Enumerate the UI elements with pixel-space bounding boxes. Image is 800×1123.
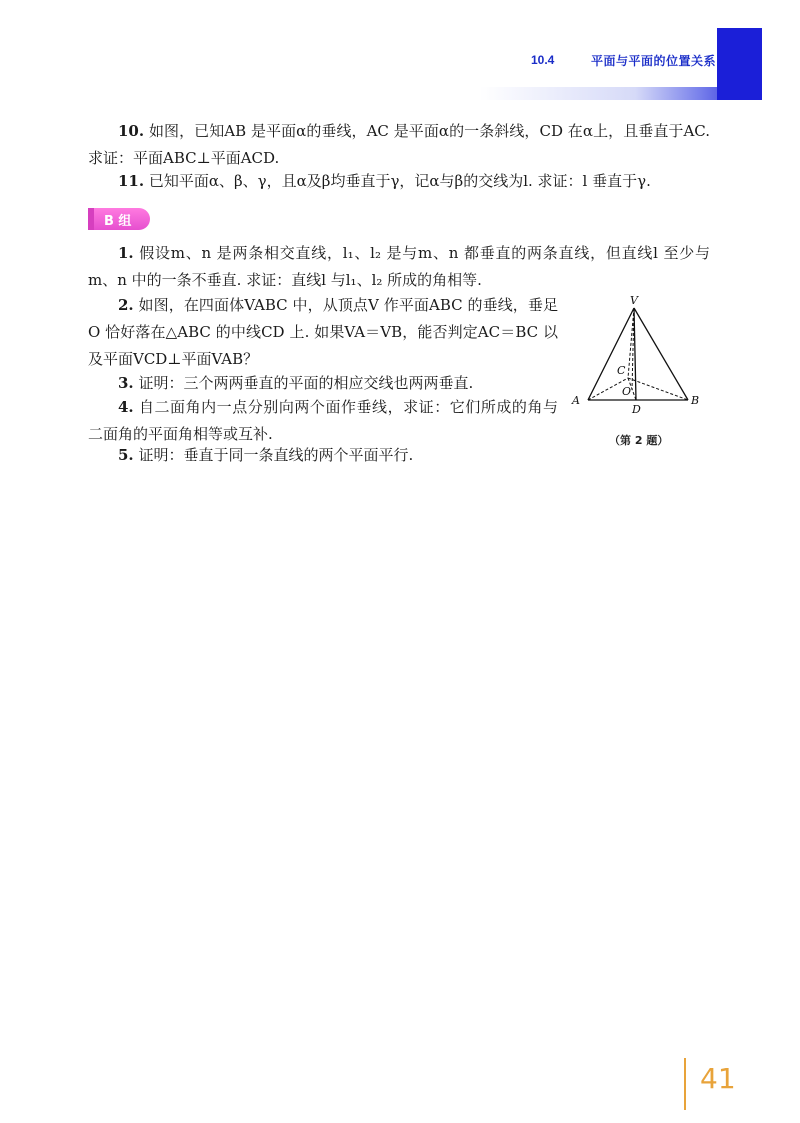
label-a: A — [572, 394, 580, 407]
section-number: 10.4 — [531, 53, 555, 67]
problem-b1 — [88, 240, 710, 294]
label-o: O — [622, 385, 632, 398]
problem-text: 假设m、n 是两条相交直线，l₁、l₂ 是与m、n 都垂直的两条直线，但直线l 至少与m、n 中的一条不垂直. 求证：直线l 与l₁、l₂ 所成的角相等. — [88, 244, 710, 289]
problem-number: 3. — [118, 374, 134, 392]
problem-text: 如图，已知AB 是平面α的垂线，AC 是平面α的一条斜线，CD 在α上，且垂直于AC. 求证：平面ABC⊥平面ACD. — [88, 122, 710, 167]
problem-number: 1. — [118, 244, 134, 262]
label-v: V — [630, 294, 638, 307]
page-number-rule — [684, 1058, 686, 1110]
problem-text: 自二面角内一点分别向两个面作垂线，求证：它们所成的角与二面角的平面角相等或互补. — [88, 398, 558, 443]
problem-number: 5. — [118, 446, 134, 464]
problem-text: 证明：三个两两垂直的平面的相应交线也两两垂直. — [133, 374, 474, 392]
header-blue-tab — [717, 28, 762, 100]
group-b-badge — [88, 208, 150, 230]
problem-text: 如图，在四面体VABC 中，从顶点V 作平面ABC 的垂线，垂足O 恰好落在△ABC 的中线CD 上. 如果VA＝VB，能否判定AC＝BC 以及平面VCD⊥平面VAB？ — [88, 296, 558, 368]
edge-vb — [634, 308, 688, 400]
problem-number: 2. — [118, 296, 134, 314]
edge-cb-dashed — [628, 378, 688, 400]
page-number: 41 — [700, 1062, 736, 1095]
problem-11 — [88, 168, 710, 195]
problem-b2 — [88, 292, 558, 373]
group-b-label: B 组 — [104, 214, 132, 229]
problem-b3 — [88, 370, 558, 397]
problem-text: 证明：垂直于同一条直线的两个平面平行. — [133, 446, 414, 464]
problem-10 — [88, 118, 710, 172]
figure-caption: （第 2 题） — [609, 434, 669, 447]
edge-vd — [634, 308, 636, 400]
problem-b4 — [88, 394, 558, 448]
label-c: C — [617, 364, 626, 377]
problem-number: 11. — [118, 172, 145, 190]
label-d: D — [632, 403, 641, 416]
problem-text: 已知平面α、β、γ，且α及β均垂直于γ，记α与β的交线为l. 求证：l 垂直于γ. — [144, 172, 651, 190]
problem-number: 10. — [118, 122, 145, 140]
section-title: 平面与平面的位置关系 — [591, 54, 717, 68]
label-b: B — [691, 394, 700, 407]
problem-number: 4. — [118, 398, 134, 416]
tetrahedron-figure — [568, 294, 708, 422]
